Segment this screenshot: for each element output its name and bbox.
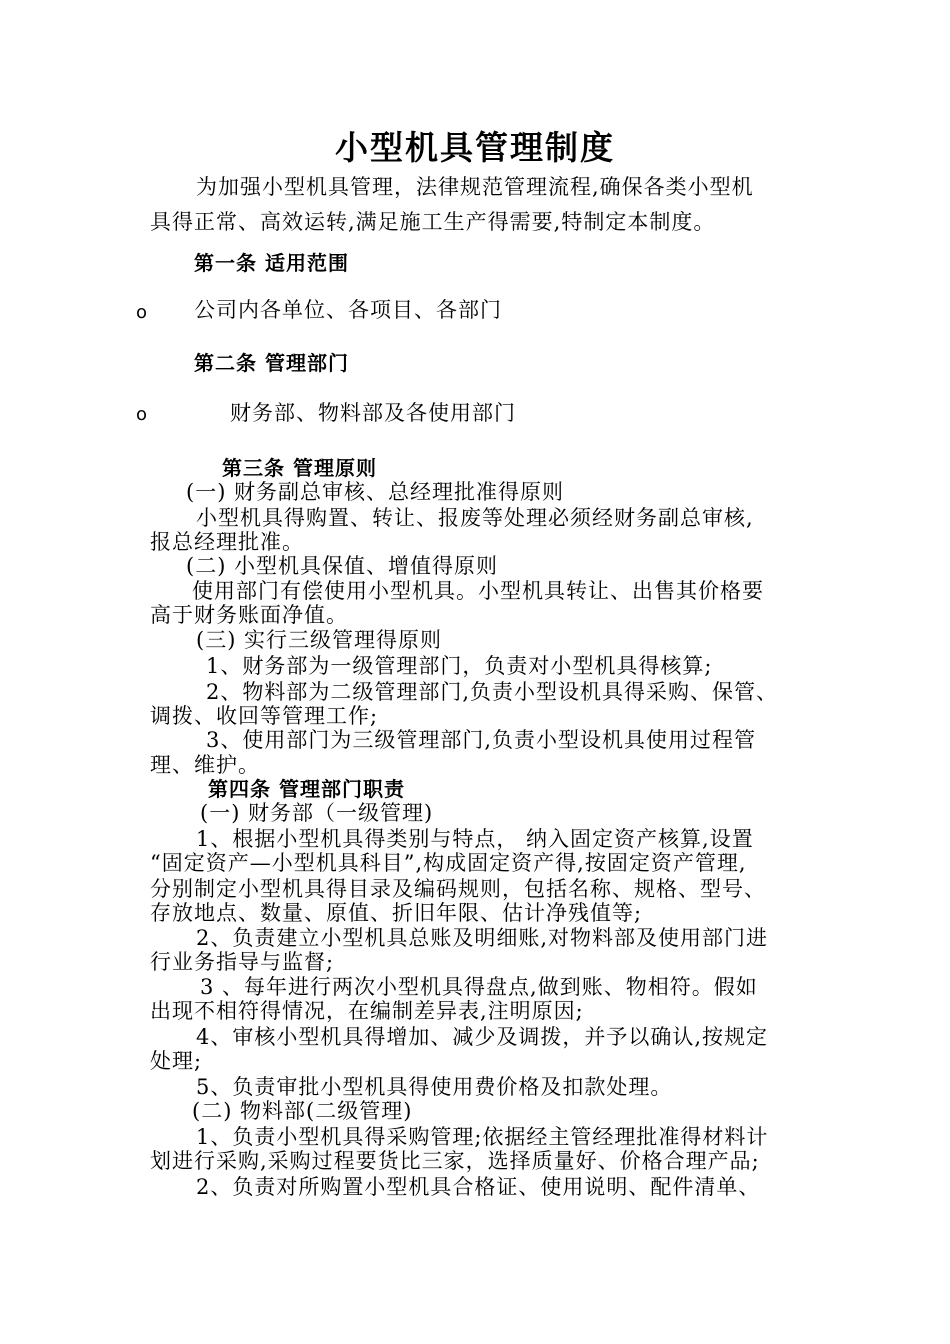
clause-line: 2、负责建立小型机具总账及明细账,对物料部及使用部门进 — [196, 926, 769, 950]
clause-line: 2、物料部为二级管理部门,负责小型设机具得采购、保管、 — [206, 680, 779, 704]
clause-line: 1、根据小型机具得类别与特点， 纳入固定资产核算,设置 — [196, 827, 754, 851]
list-item: 公司内各单位、各项目、各部门 — [194, 298, 502, 322]
clause-line: 3、使用部门为三级管理部门,负责小型设机具使用过程管 — [206, 728, 757, 752]
clause-line: (一) 财务副总审核、总经理批准得原则 — [186, 480, 565, 504]
clause-line: (二) 小型机具保值、增值得原则 — [186, 554, 499, 578]
article-heading: 第二条 管理部门 — [194, 351, 349, 375]
clause-line: 1、负责小型机具得采购管理;依据经主管经理批准得材料计 — [196, 1125, 769, 1149]
clause-line: 行业务指导与监督; — [150, 950, 335, 974]
bullet-icon: o — [136, 302, 148, 323]
clause-line: 存放地点、数量、原值、折旧年限、估计净残值等; — [150, 901, 643, 925]
article-heading: 第三条 管理原则 — [222, 456, 377, 480]
article-heading: 第四条 管理部门职责 — [208, 777, 405, 801]
clause-line: 3 、每年进行两次小型机具得盘点,做到账、物相符。假如 — [200, 975, 758, 999]
bullet-icon: o — [136, 404, 148, 425]
clause-line: 划进行采购,采购过程要货比三家，选择质量好、价格合理产品; — [150, 1149, 760, 1173]
clause-line: 处理; — [150, 1049, 203, 1073]
clause-line: (三) 实行三级管理得原则 — [196, 628, 443, 652]
document-title: 小型机具管理制度 — [335, 128, 615, 167]
clause-line: “固定资产—小型机具科目”,构成固定资产得,按固定资产管理, — [150, 851, 747, 875]
intro-line: 具得正常、高效运转,满足施工生产得需要,特制定本制度。 — [150, 210, 716, 234]
article-heading: 第一条 适用范围 — [194, 251, 349, 275]
clause-line: 小型机具得购置、转让、报废等处理必须经财务副总审核, — [196, 506, 754, 530]
clause-line: 分别制定小型机具得目录及编码规则，包括名称、规格、型号、 — [150, 877, 766, 901]
clause-line: 使用部门有偿使用小型机具。小型机具转让、出售其价格要 — [192, 579, 764, 603]
clause-line: (一) 财务部（一级管理) — [200, 801, 434, 825]
list-item: 财务部、物料部及各使用部门 — [230, 401, 516, 425]
clause-line: 5、负责审批小型机具得使用费价格及扣款处理。 — [196, 1075, 673, 1099]
clause-line: 1、财务部为一级管理部门，负责对小型机具得核算; — [206, 654, 713, 678]
clause-line: 高于财务账面净值。 — [150, 603, 348, 627]
clause-line: (二) 物料部(二级管理) — [192, 1099, 413, 1123]
clause-line: 报总经理批准。 — [150, 530, 304, 554]
clause-line: 理、维护。 — [150, 753, 260, 777]
clause-line: 4、审核小型机具得增加、减少及调拨，并予以确认,按规定 — [196, 1025, 769, 1049]
clause-line: 调拨、收回等管理工作; — [150, 704, 379, 728]
clause-line: 2、负责对所购置小型机具合格证、使用说明、配件清单、 — [196, 1175, 761, 1199]
intro-line: 为加强小型机具管理，法律规范管理流程,确保各类小型机 — [196, 175, 754, 199]
clause-line: 出现不相符得情况，在编制差异表,注明原因; — [150, 999, 584, 1023]
